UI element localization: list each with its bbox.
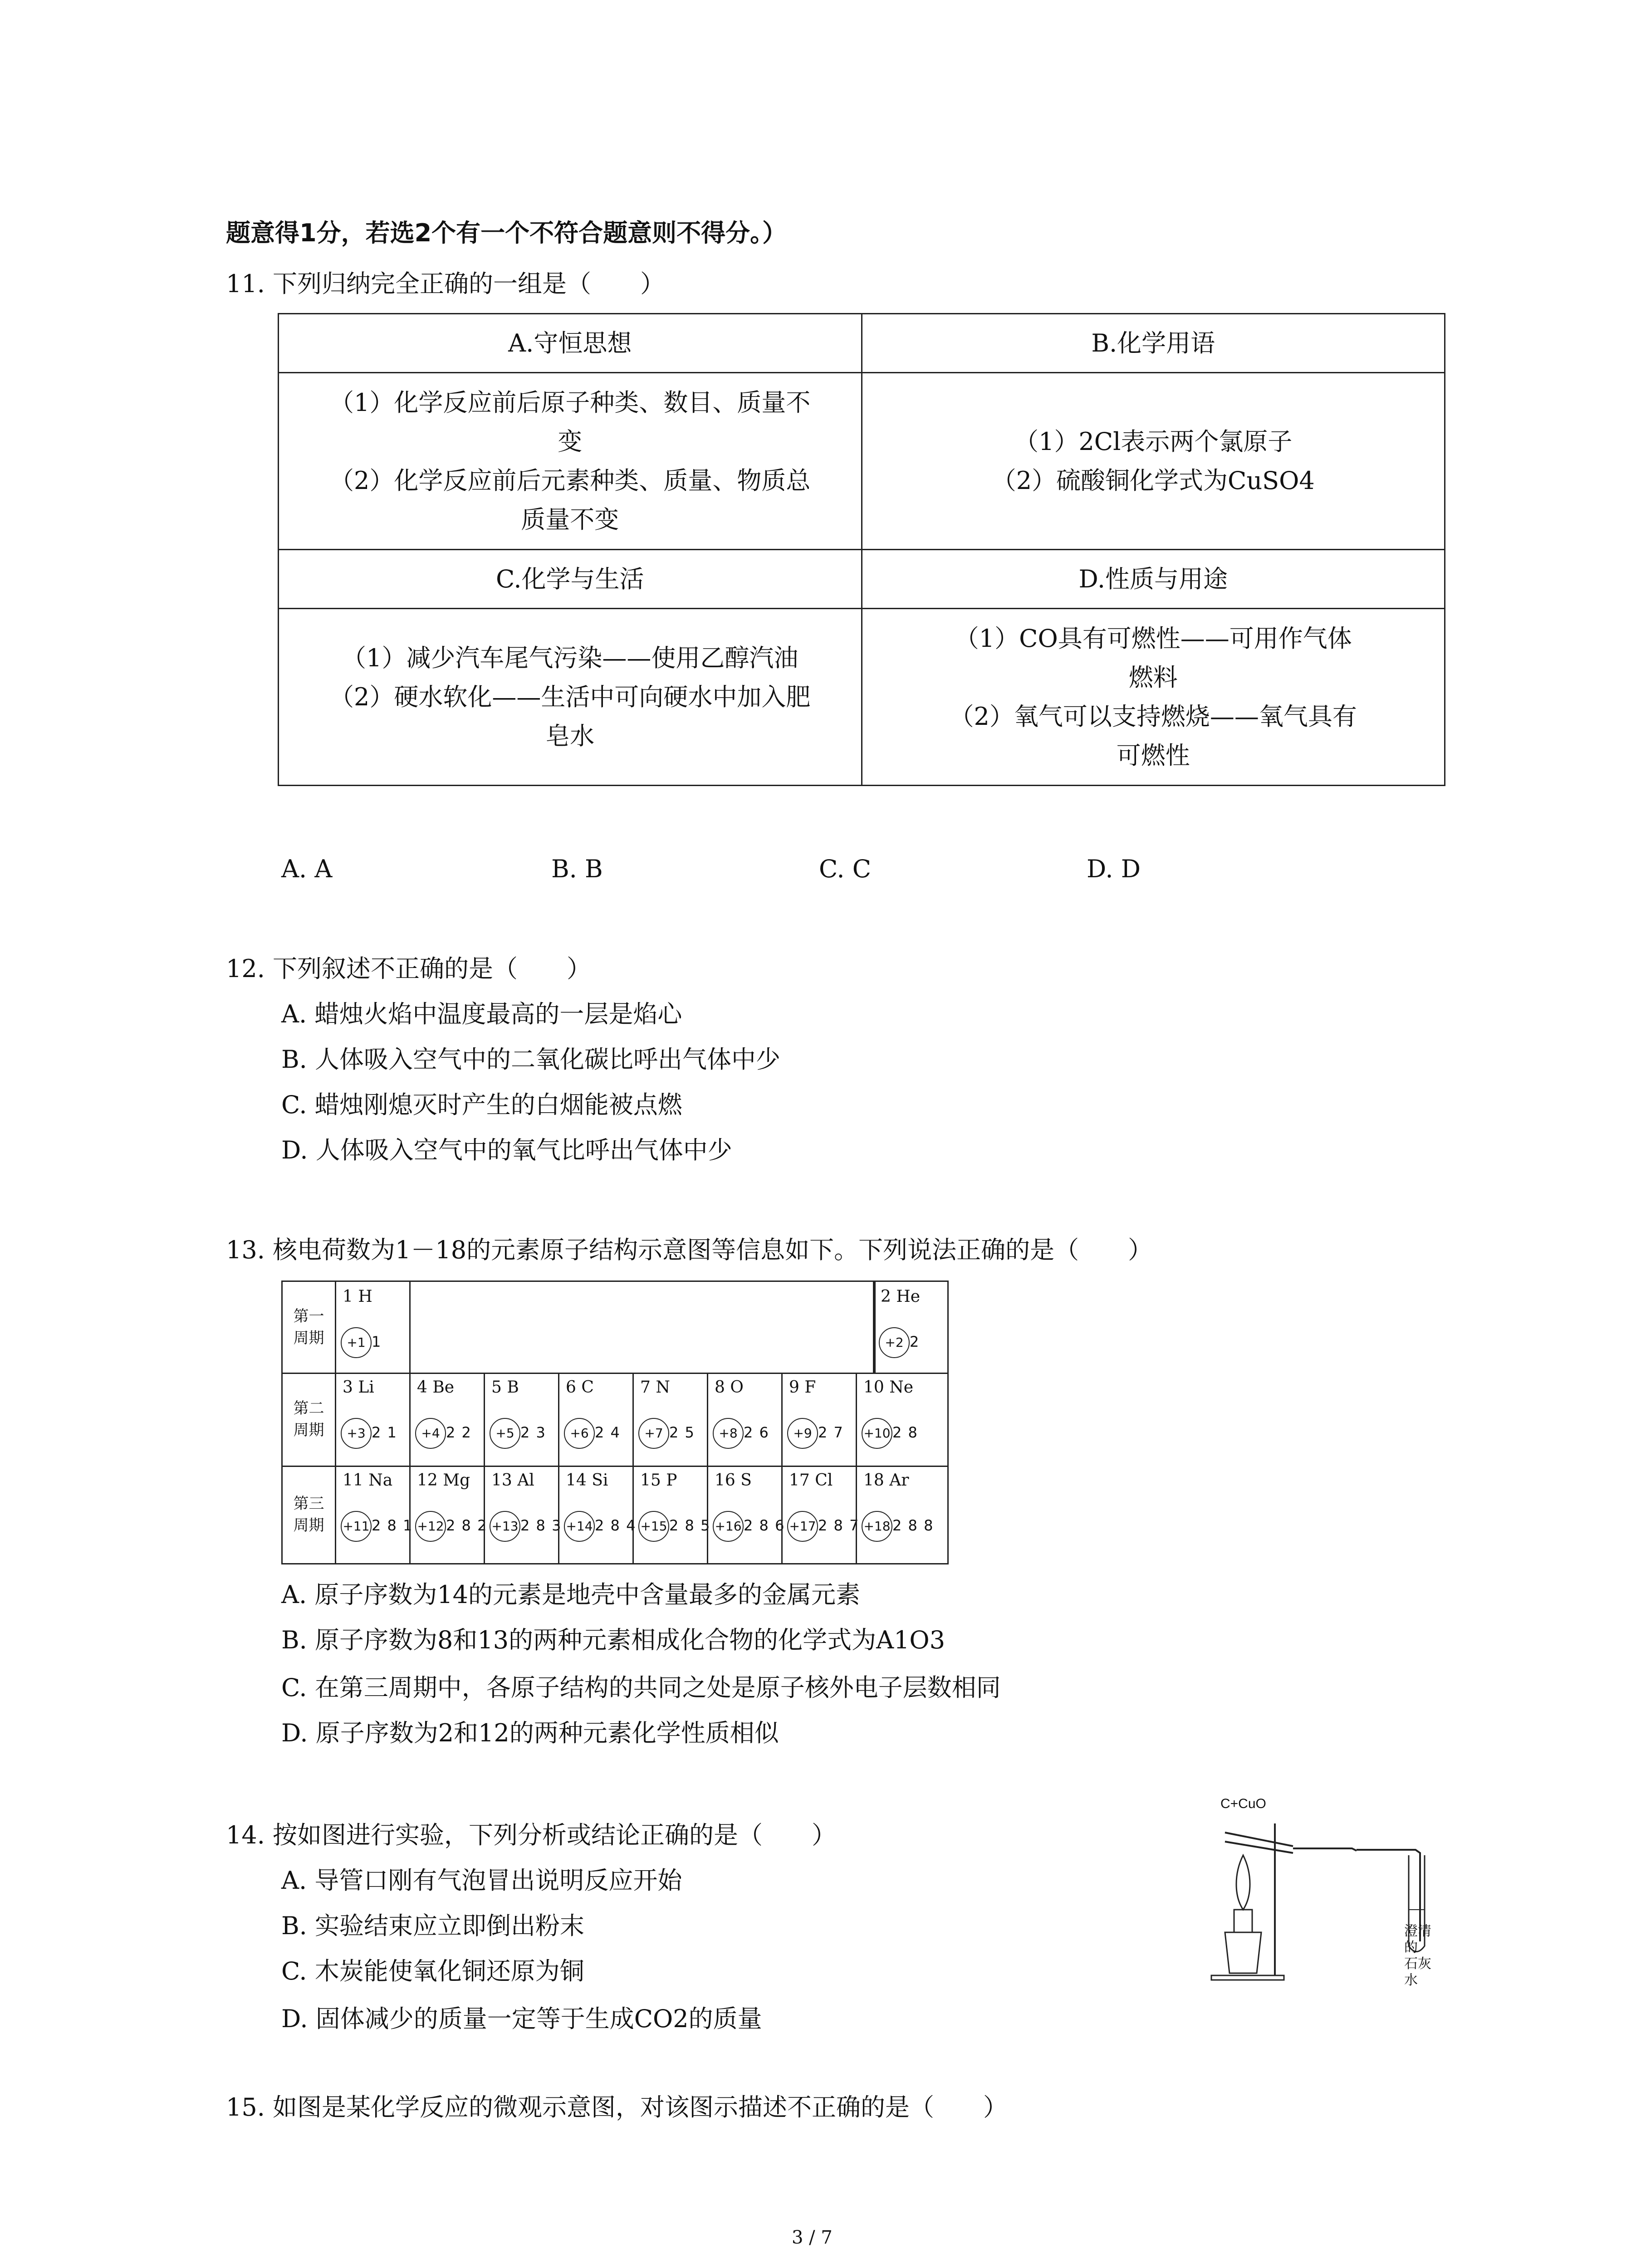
period-label-2: 第二 周期 [283,1373,336,1466]
element-symbol: 2 He [881,1287,921,1306]
element-cell-si [558,1466,637,1563]
electron-shells: 2 8 5 [669,1517,711,1534]
period1-gap [409,1282,876,1373]
electron-shells: 2 [910,1333,920,1350]
q11-b-body [862,373,1445,550]
electron-shells: 2 8 6 [744,1517,785,1534]
element-symbol: 10 Ne [863,1378,914,1397]
element-cell-h [335,1282,411,1373]
q11-c-line: （1）减少汽车尾气污染——使用乙醇汽油 [342,643,798,672]
element-symbol: 16 S [715,1471,752,1490]
q12-option-c[interactable]: C. 蜡烛刚熄灭时产生的白烟能被点燃 [281,1090,682,1119]
period-label-3: 第三 周期 [283,1466,336,1563]
element-symbol: 8 O [715,1378,744,1397]
nucleus-circle: +18 [862,1511,892,1542]
element-cell-ar [856,1466,949,1563]
q11-d-line: （1）CO具有可燃性——可用作气体 [954,624,1352,653]
element-cell-o [707,1373,783,1466]
q15-stem: 15. 如图是某化学反应的微观示意图，对该图示描述不正确的是（ ） [226,2093,1008,2121]
electron-shells: 1 [372,1333,382,1350]
element-cell-f [781,1373,857,1466]
q11-d-body [862,609,1445,786]
q14-option-b[interactable]: B. 实验结束应立即倒出粉末 [281,1911,585,1940]
q11-b-line: （2）硫酸铜化学式为CuSO4 [991,466,1315,495]
q13-option-d[interactable]: D. 原子序数为2和12的两种元素化学性质相似 [281,1719,779,1747]
experiment-apparatus-figure [1207,1796,1443,1987]
figure-label-limewater-1: 澄清的 [1404,1924,1431,1955]
electron-shells: 2 3 [520,1424,546,1441]
nucleus-circle: +11 [341,1511,372,1542]
element-symbol: 5 B [491,1378,519,1397]
element-symbol: 13 Al [491,1471,534,1490]
q11-a-line: （2）化学反应前后元素种类、质量、物质总 [329,466,811,495]
element-symbol: 12 Mg [417,1471,470,1490]
electron-shells: 2 8 7 [818,1517,860,1534]
q11-option-a[interactable]: A. A [281,855,333,883]
electron-shells: 2 8 4 [595,1517,637,1534]
period-row-3 [283,1466,947,1563]
nucleus-circle: +9 [787,1418,818,1449]
q12-option-d[interactable]: D. 人体吸入空气中的氧气比呼出气体中少 [281,1136,732,1164]
element-symbol: 9 F [789,1378,816,1397]
q11-b-line: （1）2Cl表示两个氯原子 [1014,427,1293,456]
q11-table [278,313,1445,786]
q11-c-head: C.化学与生活 [279,550,862,609]
element-symbol: 18 Ar [863,1471,909,1490]
period-label-1: 第一 周期 [283,1282,336,1373]
electron-shells: 2 8 8 [892,1517,934,1534]
element-cell-mg [409,1466,488,1563]
element-symbol: 15 P [640,1471,677,1490]
q11-option-c[interactable]: C. C [819,855,872,883]
q14-stem: 14. 按如图进行实验，下列分析或结论正确的是（ ） [226,1821,837,1849]
nucleus-circle: +12 [415,1511,446,1542]
element-cell-n [632,1373,708,1466]
electron-shells: 2 6 [744,1424,769,1441]
nucleus-circle: +5 [490,1418,520,1449]
figure-label-limewater-2: 石灰水 [1404,1956,1431,1988]
element-cell-ne [856,1373,949,1466]
element-symbol: 7 N [640,1378,670,1397]
q11-c-line: （2）硬水软化——生活中可向硬水中加入肥 [329,682,811,711]
q11-a-line: （1）化学反应前后原子种类、数目、质量不 [329,388,811,417]
electron-shells: 2 8 [892,1424,918,1441]
nucleus-circle: +16 [713,1511,744,1542]
q11-d-line: 燃料 [1128,663,1178,692]
electron-shells: 2 5 [669,1424,695,1441]
q11-c-line: 皂水 [545,721,595,750]
q11-c-body [279,609,862,786]
element-cell-b [484,1373,559,1466]
electron-shells: 2 8 2 [446,1517,488,1534]
nucleus-circle: +3 [341,1418,372,1449]
element-symbol: 4 Be [417,1378,455,1397]
element-symbol: 11 Na [343,1471,393,1490]
figure-label-limewater [1404,1923,1443,1989]
electron-shells: 2 7 [818,1424,844,1441]
nucleus-circle: +13 [490,1511,520,1542]
nucleus-circle: +4 [415,1418,446,1449]
q11-option-b[interactable]: B. B [551,855,603,883]
element-symbol: 17 Cl [789,1471,833,1490]
electron-shells: 2 1 [372,1424,397,1441]
nucleus-circle: +6 [564,1418,595,1449]
q12-option-b[interactable]: B. 人体吸入空气中的二氧化碳比呼出气体中少 [281,1045,781,1074]
element-cell-he [873,1282,949,1373]
period-row-1 [283,1282,947,1374]
q11-a-line: 变 [558,427,583,456]
q11-b-head: B.化学用语 [862,314,1445,373]
nucleus-circle: +10 [862,1418,892,1449]
q11-stem: 11. 下列归纳完全正确的一组是（ ） [226,269,665,298]
q11-a-line: 质量不变 [521,505,619,534]
q14-option-c[interactable]: C. 木炭能使氧化铜还原为铜 [281,1957,584,1985]
electron-shells: 2 8 3 [520,1517,562,1534]
figure-label-c-cuo: C+CuO [1220,1796,1266,1811]
element-symbol: 14 Si [566,1471,608,1490]
element-symbol: 3 Li [343,1378,374,1397]
q11-d-line: （2）氧气可以支持燃烧——氧气具有 [949,702,1357,731]
element-cell-s [707,1466,783,1563]
element-cell-li [335,1373,411,1466]
element-cell-al [484,1466,562,1563]
q11-a-head: A.守恒思想 [279,314,862,373]
q13-option-b[interactable]: B. 原子序数为8和13的两种元素相成化合物的化学式为A1O3 [281,1626,945,1654]
header-line: 题意得1分，若选2个有一个不符合题意则不得分。） [226,219,787,247]
q11-d-head: D.性质与用途 [862,550,1445,609]
element-symbol: 6 C [566,1378,594,1397]
q12-option-a[interactable]: A. 蜡烛火焰中温度最高的一层是焰心 [281,1000,682,1028]
q12-stem: 12. 下列叙述不正确的是（ ） [226,954,592,983]
nucleus-circle: +2 [879,1327,910,1358]
element-cell-c [558,1373,634,1466]
element-cell-cl [781,1466,860,1563]
q13-stem: 13. 核电荷数为1－18的元素原子结构示意图等信息如下。下列说法正确的是（ ） [226,1236,1153,1264]
period-row-2 [283,1373,947,1467]
page-number: 3 / 7 [792,2227,833,2248]
nucleus-circle: +15 [638,1511,669,1542]
q13-option-a[interactable]: A. 原子序数为14的元素是地壳中含量最多的金属元素 [281,1580,861,1609]
nucleus-circle: +8 [713,1418,744,1449]
element-symbol: 1 H [343,1287,372,1306]
q14-option-d[interactable]: D. 固体减少的质量一定等于生成CO2的质量 [281,2004,762,2033]
element-cell-p [632,1466,711,1563]
electron-shells: 2 2 [446,1424,472,1441]
nucleus-circle: +7 [638,1418,669,1449]
q11-option-d[interactable]: D. D [1087,855,1141,883]
periodic-table-figure [281,1281,949,1564]
nucleus-circle: +17 [787,1511,818,1542]
electron-shells: 2 8 1 [372,1517,413,1534]
nucleus-circle: +1 [341,1327,372,1358]
element-cell-na [335,1466,411,1563]
q11-a-body [279,373,862,550]
q13-option-c[interactable]: C. 在第三周期中，各原子结构的共同之处是原子核外电子层数相同 [281,1673,1001,1702]
electron-shells: 2 4 [595,1424,621,1441]
element-cell-be [409,1373,485,1466]
q14-option-a[interactable]: A. 导管口刚有气泡冒出说明反应开始 [281,1866,682,1895]
nucleus-circle: +14 [564,1511,595,1542]
q11-d-line: 可燃性 [1116,741,1190,770]
